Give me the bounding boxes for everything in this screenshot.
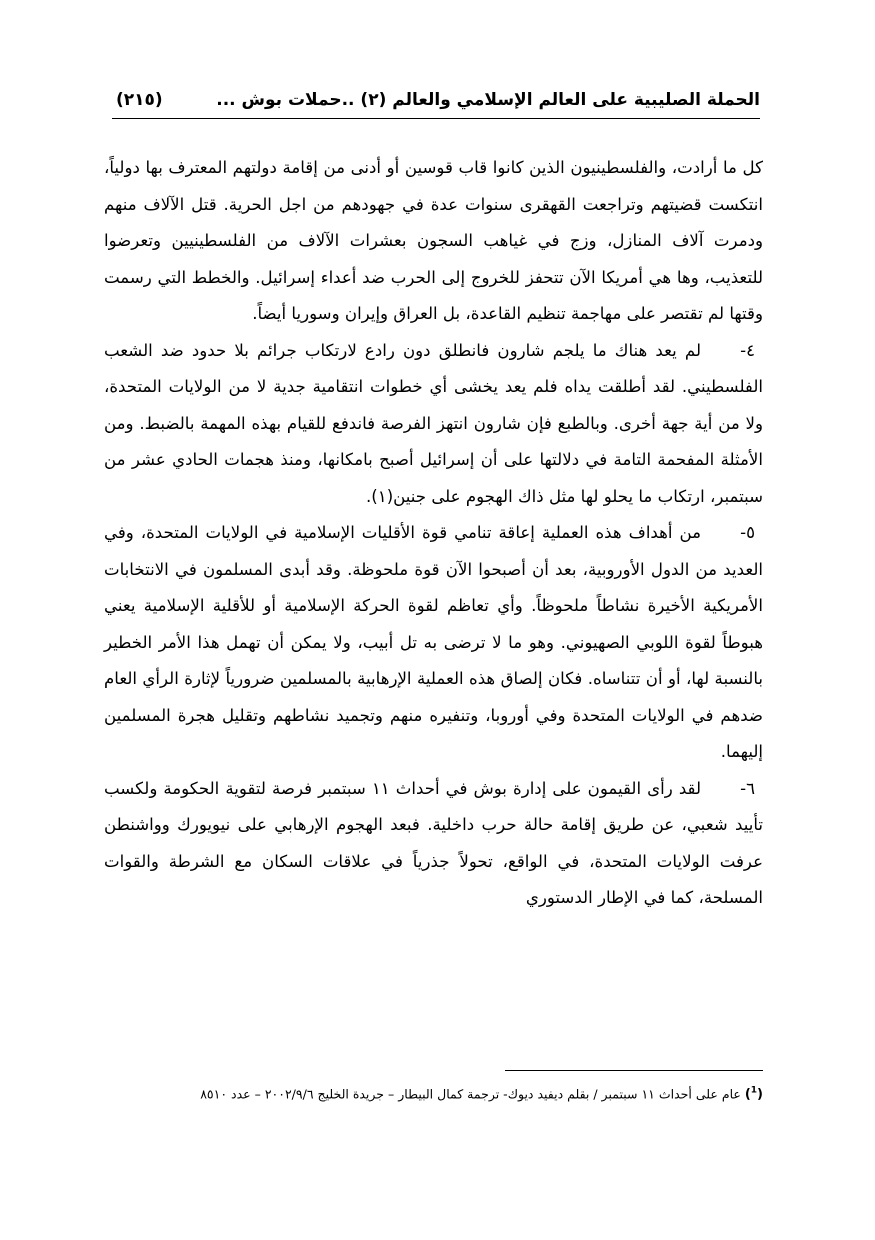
list-item-number: ٦- [740,778,755,798]
footnote-marker: ($^1$) [744,1086,763,1103]
footnote [104,1078,763,1108]
page-number: (٢١٥) [116,90,163,110]
body-text [104,150,763,917]
list-item-5 [104,515,763,771]
body-paragraph: كل ما أرادت، والفلسطينيون الذين كانوا قاب قوسين أو أدنى من إقامة دولتهم المعترف بها دولياً، انتكست قضيتهم وتراجعت القهقرى سنوات عدة في جهودهم من اجل الحرية. قتل الآلاف منهم ودمرت آلاف المنازل، وزج في غياهب السجون بعشرات الآلاف من الفلسطينيين وتعرضوا للتعذيب، وها هي أمريكا الآن تتحفز للخروج إلى الحرب ضد أعداء إسرائيل. والخطط التي رسمت وقتها لم تقتصر على مهاجمة تنظيم القاعدة، بل العراق وإيران وسوريا أيضاً. [104,158,763,323]
list-item-6 [104,771,763,917]
list-item-4 [104,333,763,516]
page-header [112,80,760,119]
list-item-number: ٤- [740,340,755,360]
list-item-text: من أهداف هذه العملية إعاقة تنامي قوة الأقليات الإسلامية في الولايات المتحدة، وفي العديد من الدول الأوروبية، بعد أن أصبحوا الآن قوة ملحوظة. وقد أبدى المسلمون في الانتخابات الأمريكية الأخيرة نشاطاً ملحوظاً. وأي تعاظم لقوة الحركة الإسلامية أو للأقلية الإسلامية يعني هبوطاً لقوة اللوبي الصهيوني. وهو ما لا ترضى به تل أبيب، ولا يمكن أن تهمل هذا الأمر الخطير بالنسبة لها، أو أن تتناساه. فكان إلصاق هذه العملية الإرهابية بالمسلمين ضرورياً لإثارة الرأي العام ضدهم في الولايات المتحدة وفي أوروبا، وتنفيره منهم وتجميد نشاطهم وتقليل هجرة المسلمين إليهما. [104,523,763,761]
footnote-separator [505,1070,763,1071]
list-item-number: ٥- [740,523,755,542]
header-title: الحملة الصليبية على العالم الإسلامي والعالم (٢) ..حملات بوش ... [216,90,760,110]
footnote-number: 1 [750,1086,758,1096]
list-item-text: لم يعد هناك ما يلجم شارون فانطلق دون رادع لارتكاب جرائم بلا حدود ضد الشعب الفلسطيني. لقد أطلقت يداه فلم يعد يخشى أي خطوات انتقامية جدية لا من الولايات المتحدة، ولا من أية جهة أخرى. وبالطبع فإن شارون انتهز الفرصة فاندفع للقيام بهذه المهمة بالضبط. ومن الأمثلة المفحمة التامة في دلالتها على أن إسرائيل أصبح بامكانها، ومنذ هجمات الحادي عشر من سبتمبر، ارتكاب ما يحلو لها مثل ذاك الهجوم على جنين(١). [104,340,763,506]
footnote-text: عام على أحداث ١١ سبتمبر / بقلم ديفيد ديوك- ترجمة كمال البيطار – جريدة الخليج ٢٠٠٢/٩/٦ – عدد ٨٥١٠ [200,1086,741,1102]
list-item-text: لقد رأى القيمون على إدارة بوش في أحداث ١١ سبتمبر فرصة لتقوية الحكومة ولكسب تأييد شعبي، عن طريق إقامة حالة حرب داخلية. فبعد الهجوم الإرهابي على نيويورك وواشنطن عرفت الولايات المتحدة، في الواقع، تحولاً جذرياً في علاقات السكان مع الشرطة والقوات المسلحة، كما في الإطار الدستوري [104,778,763,907]
